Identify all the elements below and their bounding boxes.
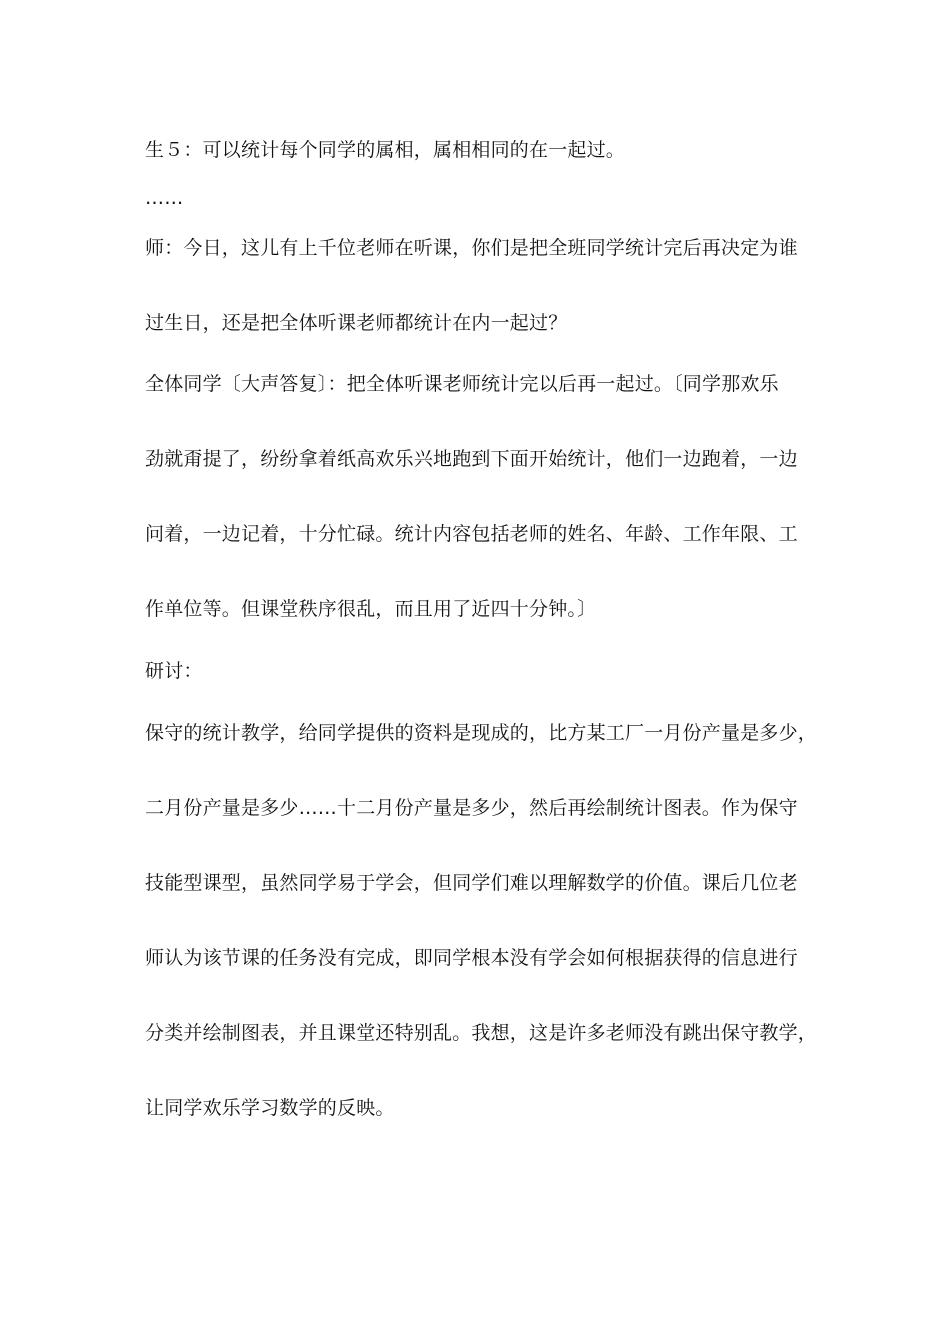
discussion-heading: 研讨： bbox=[145, 660, 203, 682]
class-answer-line-3: 问着，一边记着，十分忙碌。统计内容包括老师的姓名、年龄、工作年限、工 bbox=[145, 523, 798, 545]
discussion-paragraph-line-3: 技能型课型，虽然同学易于学会，但同学们难以理解数学的价值。课后几位老 bbox=[145, 872, 798, 894]
student-5-answer: 生５：可以统计每个同学的属相，属相相同的在一起过。 bbox=[145, 139, 626, 161]
discussion-paragraph-line-5: 分类并绘制图表，并且课堂还特别乱。我想，这是许多老师没有跳出保守教学， bbox=[145, 1022, 818, 1044]
discussion-paragraph-line-2: 二月份产量是多少……十二月份产量是多少，然后再绘制统计图表。作为保守 bbox=[145, 797, 798, 819]
class-answer-line-2: 劲就甭提了，纷纷拿着纸高欢乐兴地跑到下面开始统计，他们一边跑着，一边 bbox=[145, 448, 798, 470]
discussion-paragraph-line-4: 师认为该节课的任务没有完成，即同学根本没有学会如何根据获得的信息进行 bbox=[145, 947, 798, 969]
teacher-question-line-1: 师：今日，这儿有上千位老师在听课，你们是把全班同学统计完后再决定为谁 bbox=[145, 237, 798, 259]
ellipsis-line: …… bbox=[145, 187, 184, 209]
class-answer-line-4: 作单位等。但课堂秩序很乱，而且用了近四十分钟。〕 bbox=[145, 598, 597, 620]
class-answer-line-1: 全体同学〔大声答复〕：把全体听课老师统计完以后再一起过。〔同学那欢乐 bbox=[145, 373, 779, 395]
teacher-question-line-2: 过生日，还是把全体听课老师都统计在内一起过？ bbox=[145, 312, 568, 334]
discussion-paragraph-line-1: 保守的统计教学，给同学提供的资料是现成的，比方某工厂一月份产量是多少， bbox=[145, 722, 818, 744]
discussion-paragraph-line-6: 让同学欢乐学习数学的反映。 bbox=[145, 1097, 395, 1119]
